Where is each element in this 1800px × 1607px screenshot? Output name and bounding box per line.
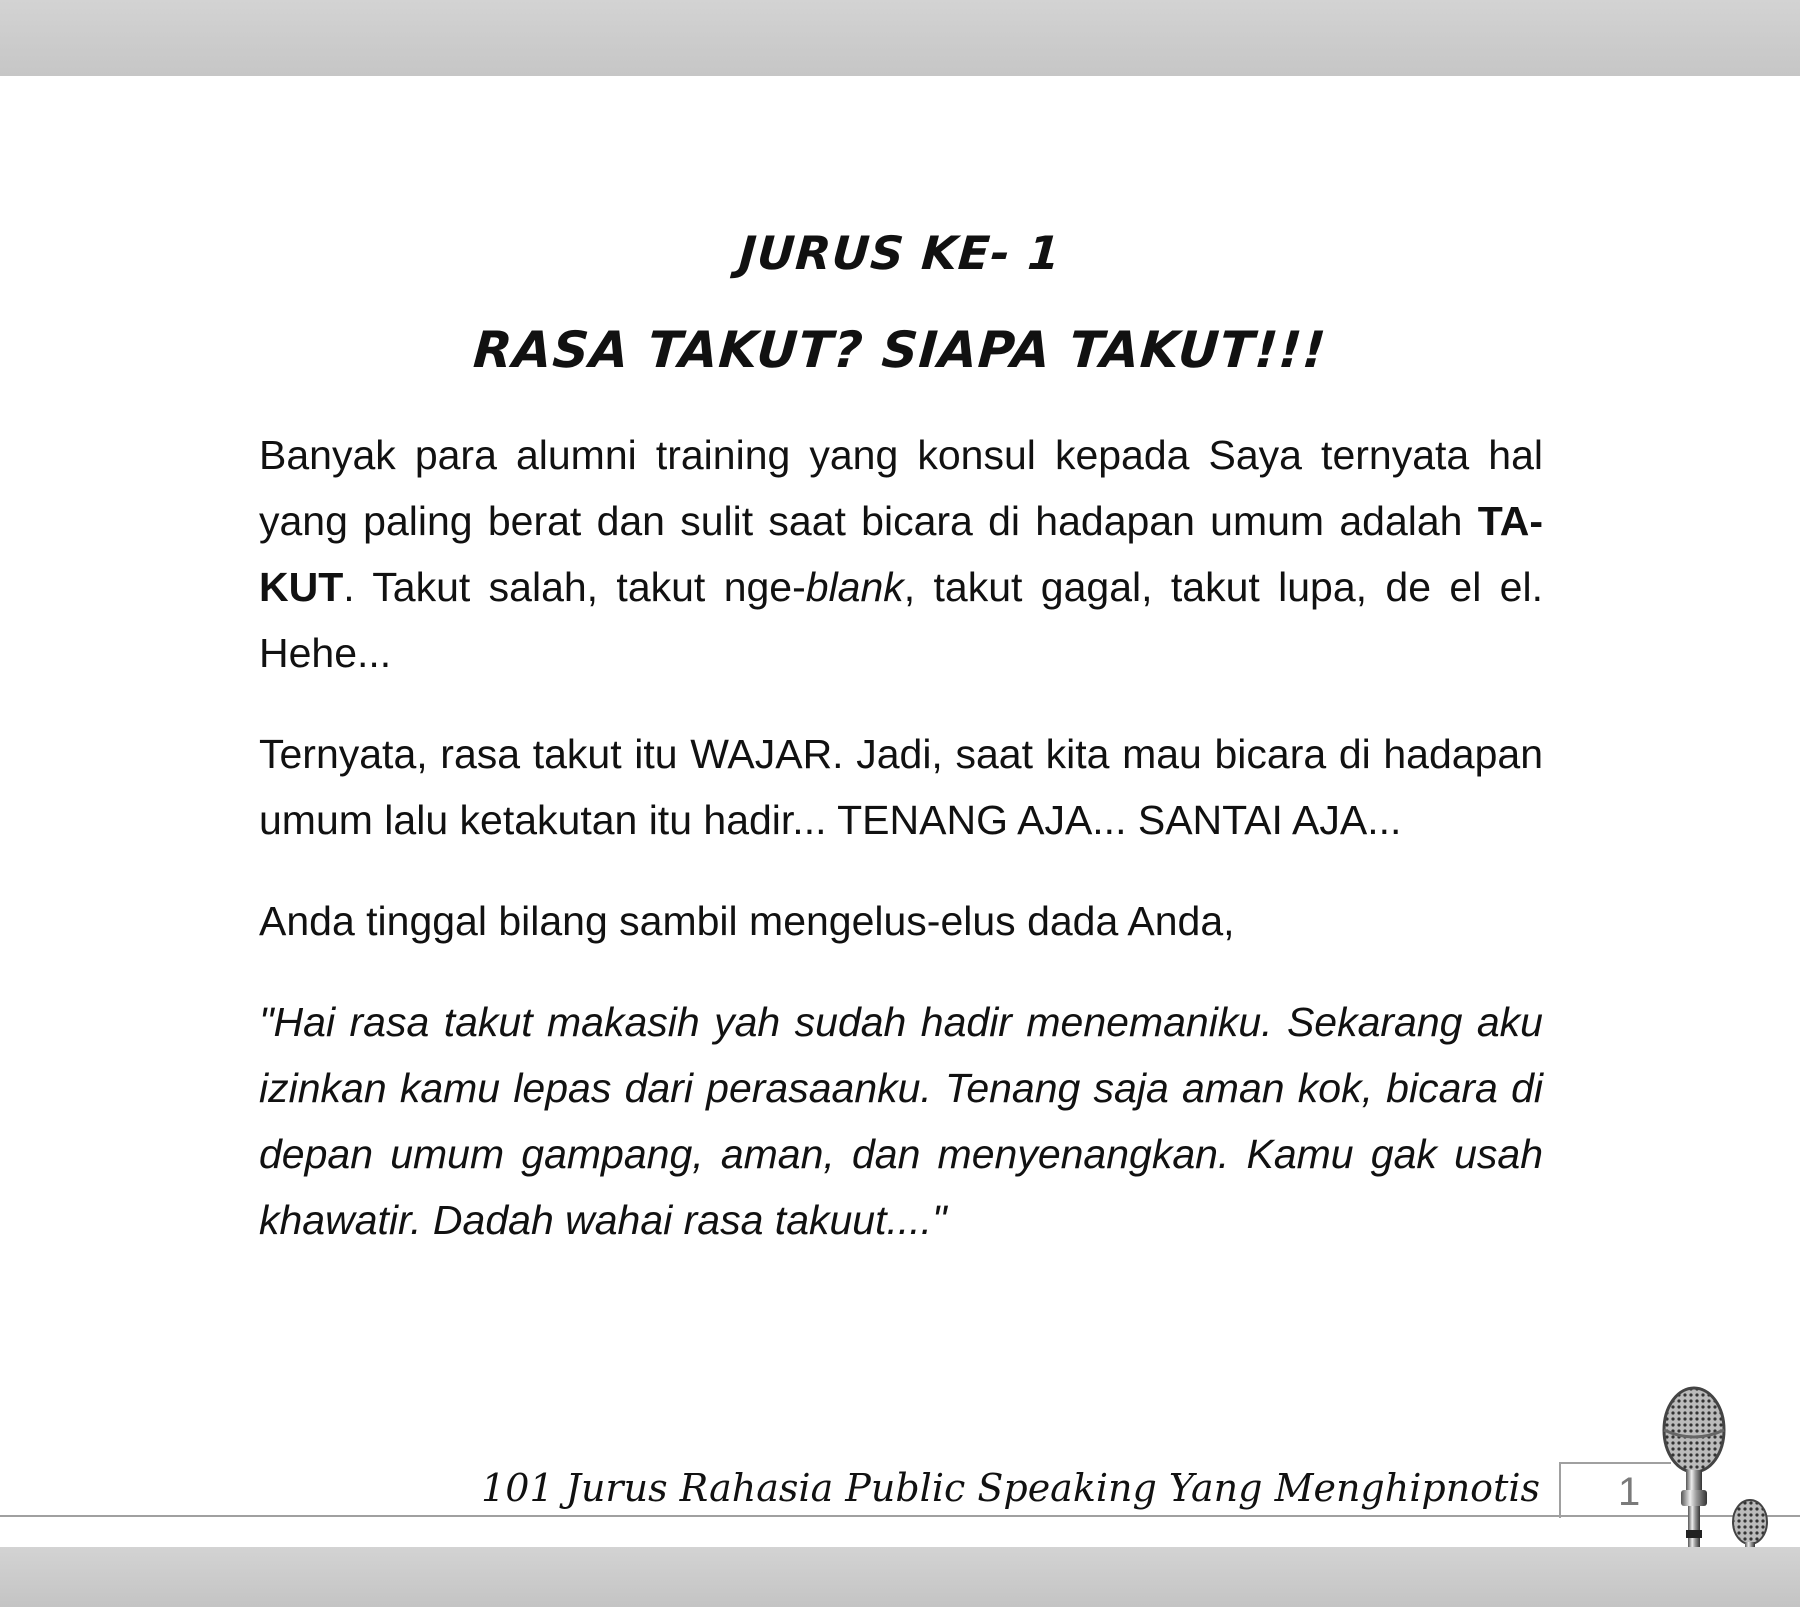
paragraph-1-text-a: Banyak para alumni training yang konsul kepada Saya ternyata hal yang paling berat dan sulit saat bicara di hadapan umum adalah — [259, 432, 1543, 544]
quote-paragraph: "Hai rasa takut makasih yah sudah hadir menemaniku. Sekarang aku izinkan kamu lepas dari perasaanku. Tenang saja aman kok, bicara di depan umum gampang, aman, dan menyenangkan. Kamu gak usah khawatir. Dadah wahai rasa takuut...." — [259, 999, 1543, 1243]
paragraph-1-bold: TA-KUT — [259, 498, 1543, 610]
chapter-number-heading: JURUS KE- 1 — [737, 226, 1063, 280]
paragraph-1-text-b: . Takut salah, takut nge- — [343, 564, 806, 610]
chapter-title-heading: RASA TAKUT? SIAPA TAKUT!!! — [471, 321, 1329, 379]
paragraph-2: Ternyata, rasa takut itu WAJAR. Jadi, saat kita mau bicara di hadapan umum lalu ketakutan itu hadir... TENANG AJA... SANTAI AJA... — [259, 731, 1543, 843]
bottom-band — [0, 1547, 1800, 1607]
page-number: 1 — [1618, 1470, 1641, 1514]
paragraph-3: Anda tinggal bilang sambil mengelus-elus dada Anda, — [259, 898, 1235, 944]
chapter-body — [259, 422, 1543, 1288]
paragraph-1-text-c: , takut gagal, takut lupa, de el el. Hehe... — [259, 564, 1543, 676]
footer-rule — [0, 1515, 1562, 1517]
paragraph-1 — [259, 422, 1543, 686]
footer-book-title: 101 Jurus Rahasia Public Speaking Yang Menghipnotis — [481, 1466, 1540, 1510]
paragraph-1-italic: blank — [805, 564, 904, 610]
top-band — [0, 0, 1800, 76]
